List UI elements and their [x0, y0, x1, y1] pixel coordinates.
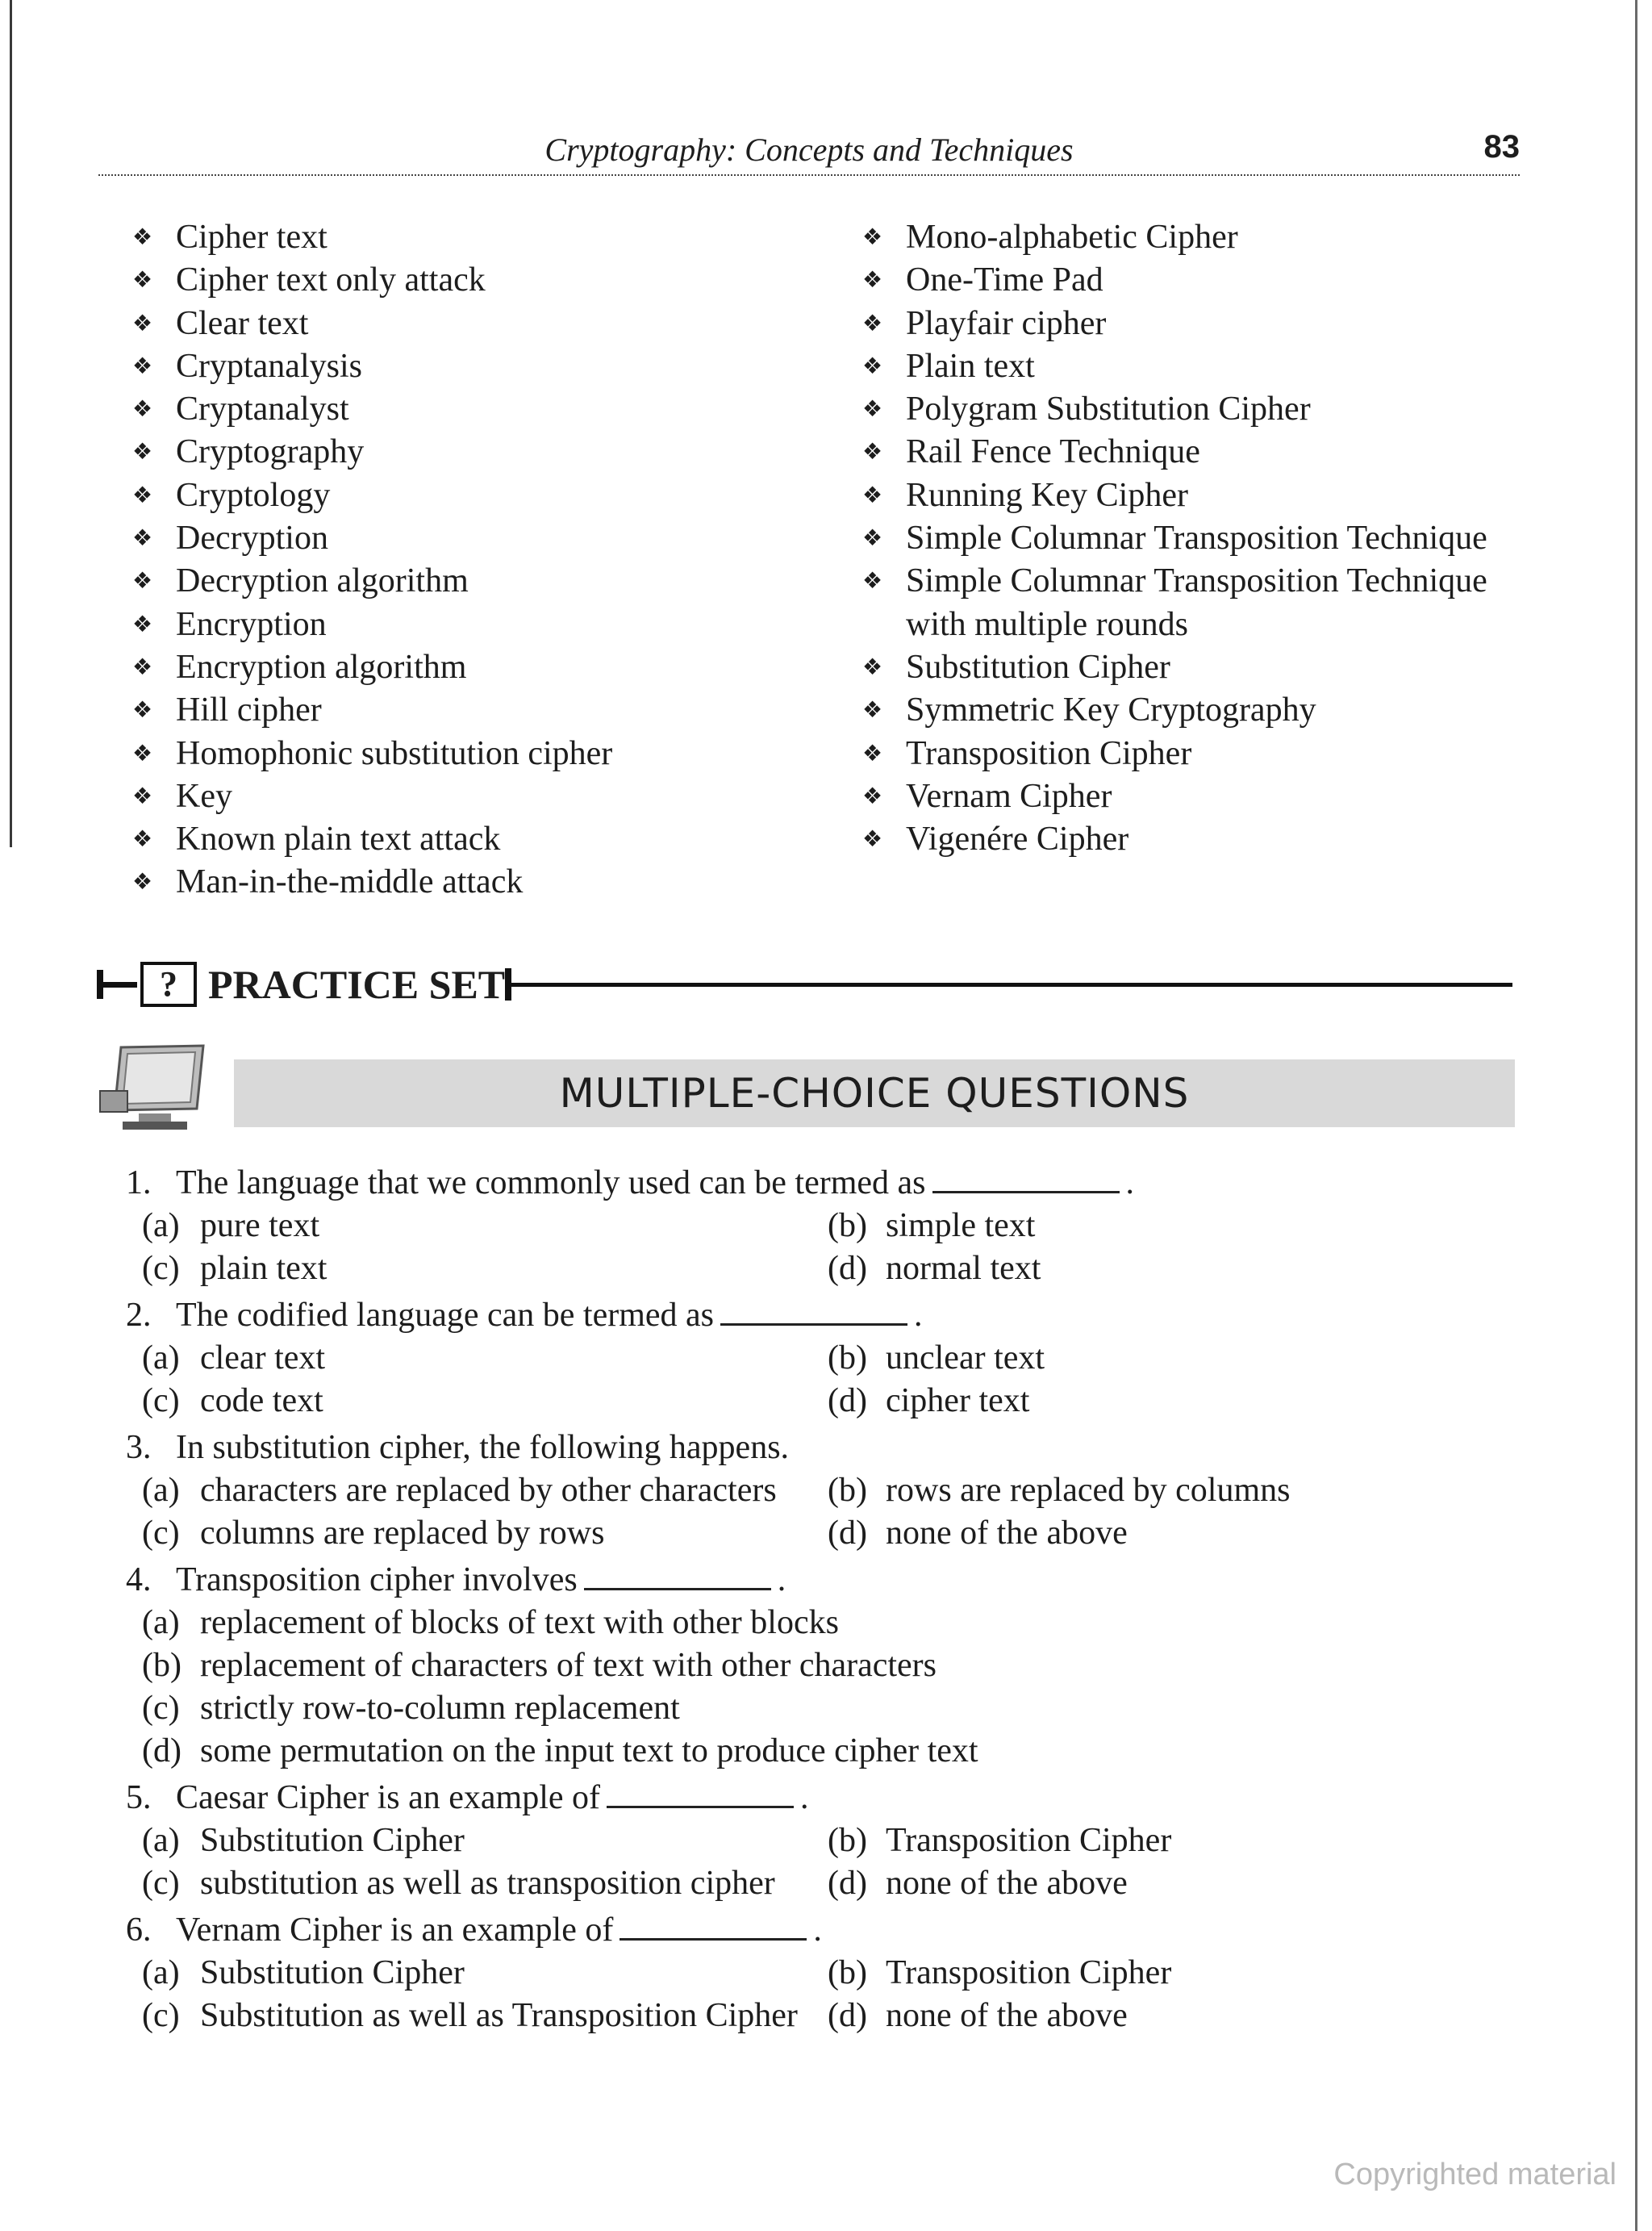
diamond-bullet-icon: ❖	[862, 741, 883, 767]
option-d	[828, 1380, 1513, 1423]
term-label: Hill cipher	[176, 691, 322, 729]
heading-bar-left-stem	[97, 982, 137, 988]
diamond-bullet-icon: ❖	[862, 311, 883, 336]
option-text: normal text	[886, 1250, 1041, 1287]
option-text: simple text	[886, 1207, 1036, 1244]
practice-set-heading	[97, 959, 1512, 1015]
option-c	[142, 1380, 828, 1423]
term-item	[859, 474, 1537, 517]
question-number: 3.	[126, 1429, 152, 1466]
term-label: Key	[176, 777, 232, 815]
term-item	[859, 259, 1537, 302]
option-letter: (b)	[828, 1339, 867, 1377]
term-label: Cryptology	[176, 476, 331, 514]
term-item	[859, 388, 1537, 431]
option-letter: (c)	[142, 1997, 180, 2034]
option-letter: (b)	[828, 1472, 867, 1509]
question-number: 5.	[126, 1779, 152, 1816]
question-text: In substitution cipher, the following happens.	[176, 1429, 790, 1466]
option-text: cipher text	[886, 1382, 1030, 1419]
option-b	[828, 1819, 1513, 1862]
term-item	[129, 474, 823, 517]
term-item	[859, 560, 1537, 646]
option-letter: (a)	[142, 1472, 180, 1509]
options	[126, 1819, 1513, 1905]
term-item	[129, 818, 823, 861]
diamond-bullet-icon: ❖	[132, 483, 153, 508]
term-label: Encryption	[176, 605, 327, 643]
question-end: .	[914, 1297, 923, 1334]
question-item	[126, 1559, 1513, 1602]
option-d	[828, 1512, 1513, 1555]
option-d	[828, 1862, 1513, 1905]
question-number: 2.	[126, 1297, 152, 1334]
term-label: Cipher text	[176, 219, 327, 256]
running-header	[98, 127, 1520, 176]
diamond-bullet-icon: ❖	[132, 353, 153, 379]
option-a	[142, 1602, 1433, 1644]
option-c	[142, 1995, 828, 2037]
option-letter: (c)	[142, 1514, 180, 1552]
term-item	[129, 733, 823, 775]
term-label: Polygram Substitution Cipher	[906, 391, 1311, 428]
option-text: Substitution Cipher	[200, 1822, 465, 1859]
diamond-bullet-icon: ❖	[862, 698, 883, 724]
option-c	[142, 1247, 828, 1290]
option-a	[142, 1337, 828, 1380]
diamond-bullet-icon: ❖	[132, 612, 153, 637]
page-number: 83	[1483, 129, 1520, 165]
term-item	[129, 388, 823, 431]
option-c	[142, 1512, 828, 1555]
term-label: Symmetric Key Cryptography	[906, 691, 1316, 729]
term-label: Cipher text only attack	[176, 261, 486, 299]
diamond-bullet-icon: ❖	[132, 698, 153, 724]
option-letter: (b)	[142, 1647, 181, 1684]
term-label: Cryptography	[176, 433, 365, 471]
term-label: Substitution Cipher	[906, 648, 1170, 686]
options	[126, 1952, 1513, 2037]
answer-blank	[720, 1296, 907, 1326]
term-label: Man-in-the-middle attack	[176, 863, 524, 901]
term-label: Playfair cipher	[906, 304, 1107, 342]
question-item	[126, 1909, 1513, 1952]
term-item	[859, 646, 1537, 689]
diamond-bullet-icon: ❖	[862, 440, 883, 466]
term-item	[129, 560, 823, 603]
option-a	[142, 1205, 828, 1247]
page-edge-left	[10, 0, 12, 847]
option-text: Transposition Cipher	[886, 1822, 1172, 1859]
option-letter: (b)	[828, 1207, 867, 1244]
question-end: .	[799, 1779, 809, 1816]
term-label: One-Time Pad	[906, 261, 1103, 299]
diamond-bullet-icon: ❖	[132, 440, 153, 466]
option-letter: (b)	[828, 1954, 867, 1991]
term-label: Homophonic substitution cipher	[176, 734, 613, 772]
term-label: Simple Columnar Transposition Technique with multiple rounds	[906, 562, 1487, 643]
term-item	[859, 733, 1537, 775]
option-text: unclear text	[886, 1339, 1045, 1377]
chapter-title: Cryptography: Concepts and Techniques	[544, 132, 1074, 168]
option-text: none of the above	[886, 1514, 1128, 1552]
question-number: 4.	[126, 1561, 152, 1598]
options	[126, 1337, 1513, 1423]
mcq-section-title: MULTIPLE-CHOICE QUESTIONS	[234, 1059, 1515, 1127]
term-item	[859, 775, 1537, 818]
options	[126, 1469, 1513, 1555]
question-item	[126, 1162, 1513, 1205]
question-text: Vernam Cipher is an example of	[176, 1911, 614, 1949]
option-text: some permutation on the input text to produce cipher text	[200, 1732, 978, 1769]
term-item	[129, 345, 823, 388]
option-text: replacement of characters of text with other characters	[200, 1647, 937, 1684]
option-b	[828, 1337, 1513, 1380]
key-terms-column-2	[859, 216, 1537, 861]
term-item	[859, 303, 1537, 345]
term-label: Mono-alphabetic Cipher	[906, 219, 1238, 256]
option-text: columns are replaced by rows	[200, 1514, 605, 1552]
diamond-bullet-icon: ❖	[132, 225, 153, 250]
option-d	[142, 1730, 1433, 1773]
option-letter: (a)	[142, 1339, 180, 1377]
term-item	[859, 216, 1537, 259]
term-item	[129, 861, 823, 904]
question-pen-icon: ?	[140, 962, 197, 1007]
diamond-bullet-icon: ❖	[132, 741, 153, 767]
option-text: strictly row-to-column replacement	[200, 1690, 680, 1727]
term-item	[129, 646, 823, 689]
option-text: pure text	[200, 1207, 320, 1244]
option-letter: (c)	[142, 1250, 180, 1287]
diamond-bullet-icon: ❖	[132, 268, 153, 294]
option-text: none of the above	[886, 1865, 1128, 1902]
term-label: Known plain text attack	[176, 821, 501, 859]
option-b	[142, 1644, 1433, 1687]
answer-blank	[932, 1164, 1120, 1193]
option-a	[142, 1469, 828, 1512]
term-item	[859, 818, 1537, 861]
term-item	[129, 303, 823, 345]
option-text: Substitution Cipher	[200, 1954, 465, 1991]
diamond-bullet-icon: ❖	[862, 783, 883, 809]
option-a	[142, 1819, 828, 1862]
option-c	[142, 1862, 828, 1905]
term-item	[129, 604, 823, 646]
practice-set-label: PRACTICE SET	[208, 962, 506, 1007]
term-label: Rail Fence Technique	[906, 433, 1200, 471]
term-label: Cryptanalyst	[176, 391, 349, 428]
term-item	[859, 517, 1537, 560]
option-letter: (c)	[142, 1382, 180, 1419]
diamond-bullet-icon: ❖	[132, 526, 153, 552]
computer-monitor-icon	[98, 1041, 211, 1138]
option-letter: (a)	[142, 1604, 180, 1641]
option-text: Transposition Cipher	[886, 1954, 1172, 1991]
term-label: Encryption algorithm	[176, 648, 467, 686]
diamond-bullet-icon: ❖	[862, 827, 883, 853]
diamond-bullet-icon: ❖	[132, 783, 153, 809]
term-label: Decryption algorithm	[176, 562, 469, 600]
option-letter: (a)	[142, 1207, 180, 1244]
option-d	[828, 1995, 1513, 2037]
term-item	[859, 345, 1537, 388]
option-letter: (c)	[142, 1865, 180, 1902]
option-c	[142, 1687, 1433, 1730]
option-b	[828, 1952, 1513, 1995]
option-text: plain text	[200, 1250, 327, 1287]
option-letter: (d)	[142, 1732, 181, 1769]
options	[126, 1205, 1513, 1290]
option-b	[828, 1469, 1513, 1512]
question-end: .	[777, 1561, 786, 1598]
question-item	[126, 1427, 1513, 1469]
key-terms-column-1	[129, 216, 823, 905]
diamond-bullet-icon: ❖	[132, 654, 153, 680]
term-label: Simple Columnar Transposition Technique	[906, 520, 1487, 558]
option-text: characters are replaced by other characters	[200, 1472, 777, 1509]
option-text: code text	[200, 1382, 323, 1419]
option-b	[828, 1205, 1513, 1247]
option-a	[142, 1952, 828, 1995]
option-letter: (d)	[828, 1865, 867, 1902]
option-text: rows are replaced by columns	[886, 1472, 1291, 1509]
answer-blank	[584, 1560, 771, 1590]
term-label: Clear text	[176, 304, 309, 342]
option-letter: (d)	[828, 1382, 867, 1419]
question-item	[126, 1294, 1513, 1337]
diamond-bullet-icon: ❖	[132, 397, 153, 423]
heading-rule	[508, 983, 1512, 987]
diamond-bullet-icon: ❖	[132, 311, 153, 336]
option-text: none of the above	[886, 1997, 1128, 2034]
diamond-bullet-icon: ❖	[862, 225, 883, 250]
term-item	[859, 431, 1537, 474]
term-item	[859, 689, 1537, 732]
option-letter: (c)	[142, 1690, 180, 1727]
diamond-bullet-icon: ❖	[132, 827, 153, 853]
mcq-list	[126, 1162, 1513, 2037]
question-number: 1.	[126, 1164, 152, 1201]
diamond-bullet-icon: ❖	[862, 397, 883, 423]
option-letter: (a)	[142, 1822, 180, 1859]
option-text: substitution as well as transposition cipher	[200, 1865, 775, 1902]
term-item	[129, 259, 823, 302]
diamond-bullet-icon: ❖	[862, 483, 883, 508]
diamond-bullet-icon: ❖	[862, 654, 883, 680]
term-item	[129, 775, 823, 818]
option-text: replacement of blocks of text with other blocks	[200, 1604, 839, 1641]
answer-blank	[620, 1911, 807, 1941]
question-end: .	[813, 1911, 822, 1949]
term-item	[129, 431, 823, 474]
option-letter: (a)	[142, 1954, 180, 1991]
question-text: The codified language can be termed as	[176, 1297, 715, 1334]
question-end: .	[1125, 1164, 1134, 1201]
question-item	[126, 1777, 1513, 1819]
term-label: Running Key Cipher	[906, 476, 1188, 514]
diamond-bullet-icon: ❖	[862, 526, 883, 552]
diamond-bullet-icon: ❖	[862, 569, 883, 595]
diamond-bullet-icon: ❖	[862, 268, 883, 294]
term-label: Cryptanalysis	[176, 347, 362, 385]
option-letter: (d)	[828, 1250, 867, 1287]
term-label: Transposition Cipher	[906, 734, 1192, 772]
diamond-bullet-icon: ❖	[862, 353, 883, 379]
options	[126, 1602, 1513, 1773]
diamond-bullet-icon: ❖	[132, 870, 153, 896]
question-text: The language that we commonly used can be termed as	[176, 1164, 926, 1201]
term-item	[129, 216, 823, 259]
term-label: Vernam Cipher	[906, 777, 1112, 815]
option-text: clear text	[200, 1339, 326, 1377]
option-letter: (b)	[828, 1822, 867, 1859]
term-label: Decryption	[176, 520, 328, 558]
question-text: Transposition cipher involves	[176, 1561, 578, 1598]
option-d	[828, 1247, 1513, 1290]
term-item	[129, 517, 823, 560]
term-label: Vigenére Cipher	[906, 821, 1129, 859]
option-text: Substitution as well as Transposition Cipher	[200, 1997, 798, 2034]
term-item	[129, 689, 823, 732]
answer-blank	[607, 1778, 794, 1808]
option-letter: (d)	[828, 1997, 867, 2034]
question-number: 6.	[126, 1911, 152, 1949]
term-label: Plain text	[906, 347, 1035, 385]
question-text: Caesar Cipher is an example of	[176, 1779, 600, 1816]
copyright-watermark: Copyrighted material	[1333, 2158, 1617, 2191]
option-letter: (d)	[828, 1514, 867, 1552]
page-edge-right	[1635, 0, 1637, 2231]
diamond-bullet-icon: ❖	[132, 569, 153, 595]
